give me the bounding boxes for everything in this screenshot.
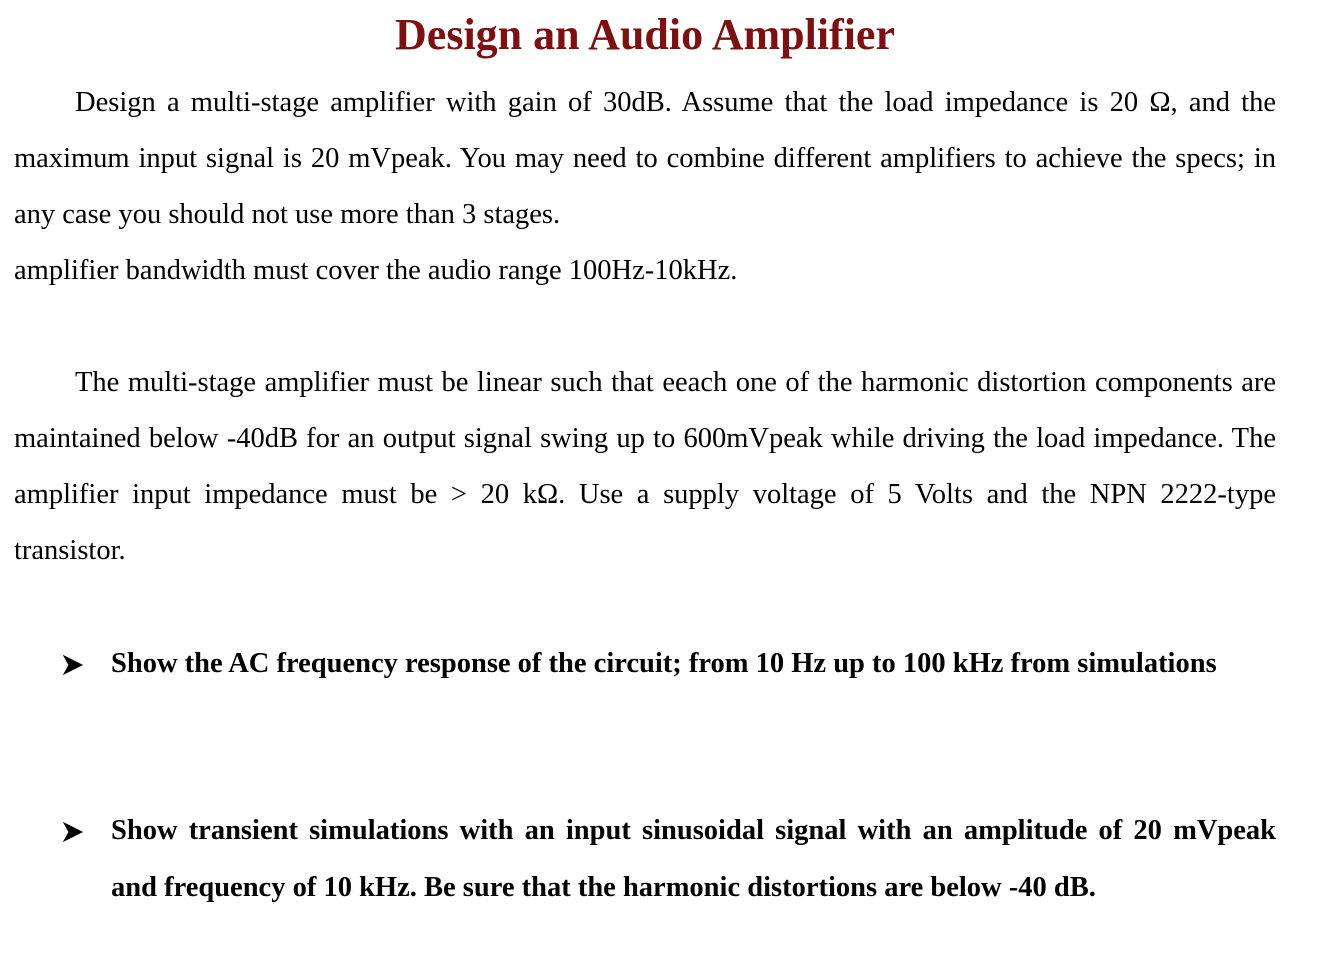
intro-paragraph-text: Design a multi-stage amplifier with gain of 30dB. Assume that the load impedance is 20 Ω, and the maximum input signal is 20 mVpeak. You may need to combine different amplifiers to achieve the specs; in any case you should not use more than 3 stages.: [14, 87, 1276, 230]
bandwidth-paragraph: amplifier bandwidth must cover the audio range 100Hz-10kHz.: [14, 255, 738, 286]
linearity-paragraph: [14, 355, 1276, 579]
bullet-text: Show transient simulations with an input sinusoidal signal with an amplitude of 20 mVpeak and frequency of 10 kHz. Be sure that the harmonic distortions are below -40 dB.: [111, 815, 1276, 903]
intro-paragraph: [14, 75, 1276, 243]
bullet-text: Show the AC frequency response of the circuit; from 10 Hz up to 100 kHz from simulations: [111, 648, 1217, 679]
arrow-bullet-icon: [62, 654, 84, 676]
document-title: Design an Audio Amplifier: [395, 10, 895, 59]
linearity-paragraph-text: The multi-stage amplifier must be linear such that eeach one of the harmonic distortion components are maintained below -40dB for an output signal swing up to 600mVpeak while driving the load impedance. The amplifier input impedance must be > 20 kΩ. Use a supply voltage of 5 Volts and the NPN 2222-type transistor.: [14, 367, 1276, 566]
arrow-bullet-icon: [62, 821, 84, 843]
